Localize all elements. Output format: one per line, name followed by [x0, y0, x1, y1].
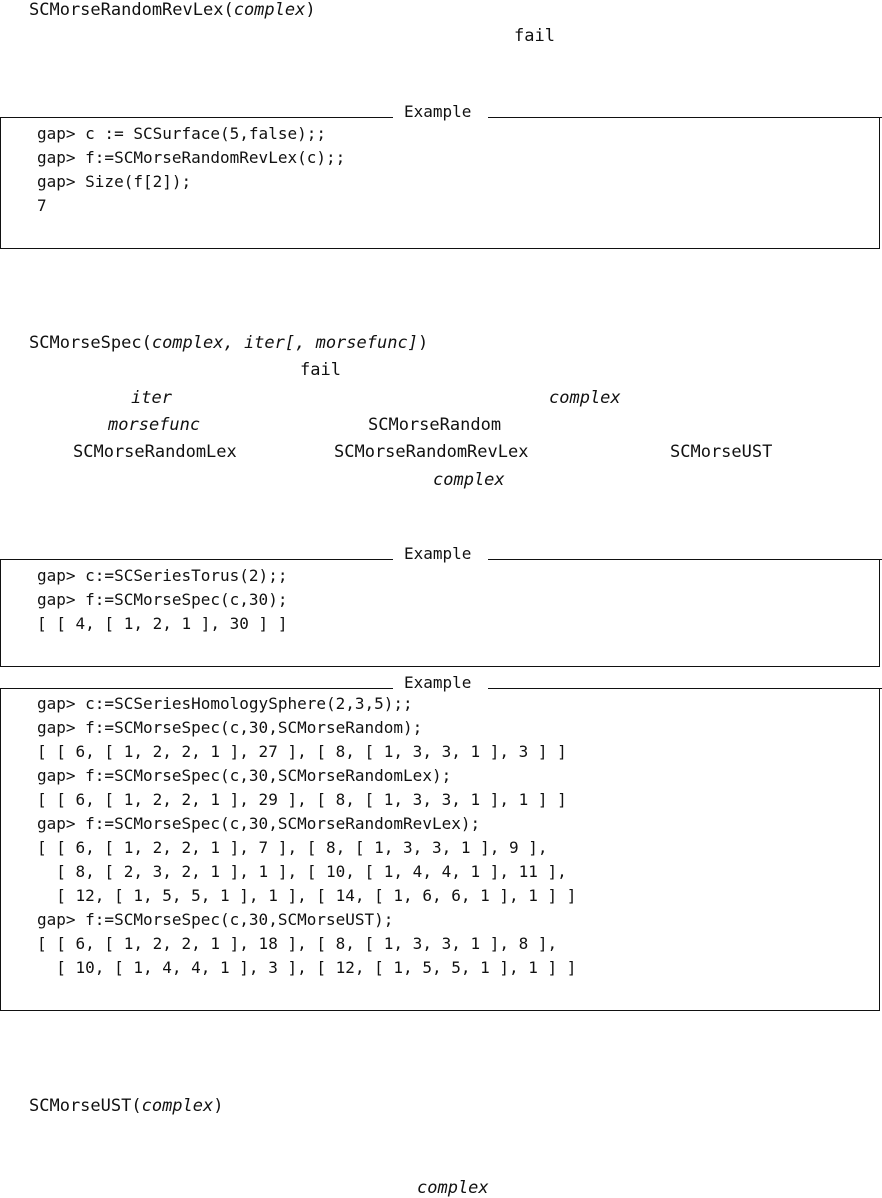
description-function-scmorseust: SCMorseUST	[670, 442, 773, 462]
code-line: [ [ 6, [ 1, 2, 2, 1 ], 29 ], [ 8, [ 1, 3, 3, 1 ], 1 ] ]	[37, 790, 567, 809]
code-line: gap> f:=SCMorseSpec(c,30,SCMorseUST);	[37, 910, 394, 929]
function-name: SCMorseSpec(	[29, 333, 152, 353]
description-term-iter: iter	[131, 388, 172, 408]
argument-list: complex, iter[, morsefunc]	[151, 333, 418, 353]
description-term-complex: complex	[549, 388, 621, 408]
code-line: 7	[37, 196, 47, 215]
description-function-scmorserandomrevlex: SCMorseRandomRevLex	[334, 442, 529, 462]
code-line: gap> f:=SCMorseRandomRevLex(c);;	[37, 148, 346, 167]
code-line: gap> c:=SCSeriesTorus(2);;	[37, 566, 288, 585]
function-signature-scmorserandomrevlex	[29, 2, 316, 19]
code-line: [ 10, [ 1, 4, 4, 1 ], 3 ], [ 12, [ 1, 5, 5, 1 ], 1 ] ]	[37, 958, 577, 977]
function-name: SCMorseUST(	[29, 1096, 142, 1116]
argument-complex: complex	[141, 1096, 214, 1116]
closing-paren: )	[213, 1096, 224, 1116]
description-term-morsefunc: morsefunc	[108, 415, 201, 435]
description-term-complex: complex	[417, 1178, 489, 1198]
closing-paren: )	[417, 333, 429, 353]
description-function-scmorserandomlex: SCMorseRandomLex	[73, 442, 237, 462]
code-line: [ 8, [ 2, 3, 2, 1 ], 1 ], [ 10, [ 1, 4, 4, 1 ], 11 ],	[37, 862, 567, 881]
return-value-fail: fail	[514, 26, 555, 46]
code-line: [ [ 4, [ 1, 2, 1 ], 30 ] ]	[37, 614, 288, 633]
code-line: gap> f:=SCMorseSpec(c,30);	[37, 590, 288, 609]
closing-paren: )	[305, 0, 316, 20]
code-line: [ [ 6, [ 1, 2, 2, 1 ], 18 ], [ 8, [ 1, 3, 3, 1 ], 8 ],	[37, 934, 558, 953]
code-line: gap> f:=SCMorseSpec(c,30,SCMorseRandomLex);	[37, 766, 452, 785]
code-line: [ [ 6, [ 1, 2, 2, 1 ], 7 ], [ 8, [ 1, 3, 3, 1 ], 9 ],	[37, 838, 548, 857]
code-line: gap> f:=SCMorseSpec(c,30,SCMorseRandomRevLex);	[37, 814, 481, 833]
return-value-fail: fail	[300, 360, 341, 380]
code-line: gap> c := SCSurface(5,false);;	[37, 124, 326, 143]
code-line: gap> c:=SCSeriesHomologySphere(2,3,5);;	[37, 694, 413, 713]
code-line: gap> Size(f[2]);	[37, 172, 192, 191]
description-term-complex: complex	[433, 470, 505, 490]
code-line: gap> f:=SCMorseSpec(c,30,SCMorseRandom);	[37, 718, 423, 737]
example-label: Example	[404, 673, 472, 692]
argument-complex: complex	[233, 0, 306, 20]
function-signature-scmorsespec	[29, 335, 428, 352]
example-label: Example	[404, 544, 472, 563]
example-label: Example	[404, 102, 472, 121]
function-signature-scmorseust	[29, 1098, 224, 1115]
function-name: SCMorseRandomRevLex(	[29, 0, 234, 20]
code-line: [ 12, [ 1, 5, 5, 1 ], 1 ], [ 14, [ 1, 6, 6, 1 ], 1 ] ]	[37, 886, 577, 905]
code-line: [ [ 6, [ 1, 2, 2, 1 ], 27 ], [ 8, [ 1, 3, 3, 1 ], 3 ] ]	[37, 742, 567, 761]
description-function-scmorserandom: SCMorseRandom	[368, 415, 502, 435]
